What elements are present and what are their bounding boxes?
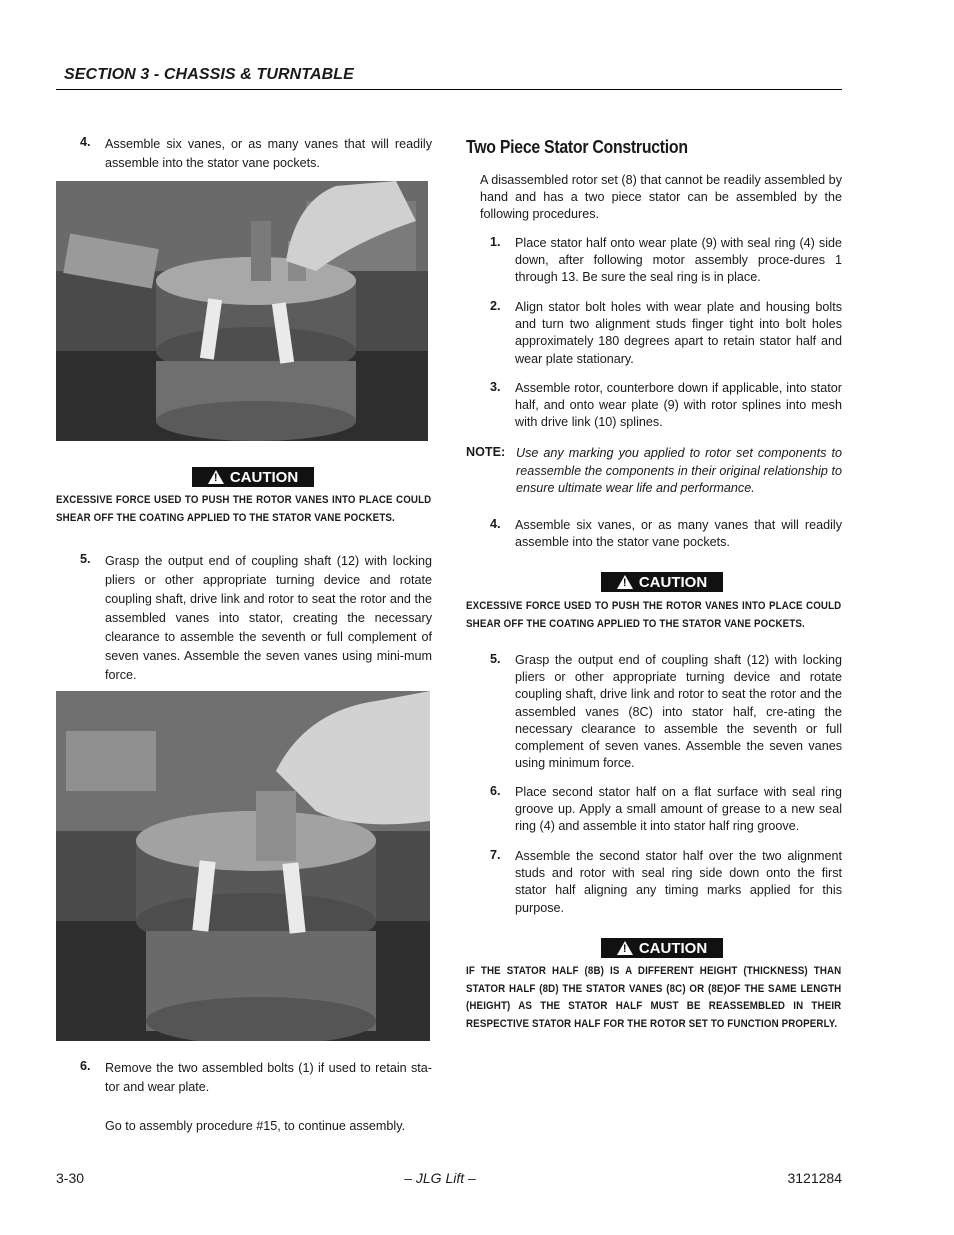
left-step6-number: 6. [80, 1059, 91, 1073]
section-title: Two Piece Stator Construction [466, 137, 688, 157]
caution-badge-2 [601, 572, 723, 592]
note-text: Use any marking you applied to rotor set components to reassemble the components in their original relationship to ensure ultimate wear life and performance. [516, 446, 842, 496]
left-step4-text: Assemble six vanes, or as many vanes that will readily assemble into the stator vane pockets. [105, 137, 432, 170]
caution-text-3: IF THE STATOR HALF (8B) IS A DIFFERENT HEIGHT (THICKNESS) THAN STATOR HALF (8D) THE STATOR VANES (8C) OR (8E)OF THE SAME LENGTH (HEIGHT) AS THE STATOR HALF MUST BE REASSEMBLED IN THEIR RESPECTIVE STATOR HALF FOR THE ROTOR SET TO FUNCTION PROPERLY. [466, 965, 842, 1030]
caution-label: CAUTION [638, 573, 708, 591]
document-number: 3121284 [787, 1170, 842, 1186]
warning-triangle-icon: ! [208, 470, 224, 484]
note-label: NOTE: [466, 445, 506, 459]
right-step1-number: 1. [490, 235, 501, 249]
stator-vane-photo-1 [56, 181, 428, 441]
right-step3-text: Assemble rotor, counterbore down if applicable, into stator half, and onto wear plate (9) with rotor splines into mesh with drive link (10) splines. [515, 381, 842, 430]
left-goto-text: Go to assembly procedure #15, to continue assembly. [105, 1119, 406, 1133]
caution-label: CAUTION [638, 939, 708, 957]
right-step2-text: Align stator bolt holes with wear plate and housing bolts and turn two alignment studs finger tight into bolt holes approximately 180 degrees apart to retain stator half and wear plate stationary. [515, 300, 842, 366]
caution-badge-3 [601, 938, 723, 958]
left-step6-text: Remove the two assembled bolts (1) if used to retain sta-tor and wear plate. [105, 1061, 432, 1094]
caution-badge-1 [192, 467, 314, 487]
right-step1-text: Place stator half onto wear plate (9) with seal ring (4) side down, after following motor assembly proce-dures 1 through 13. Be sure the seal ring is in place. [515, 236, 842, 285]
footer-brand: – JLG Lift – [404, 1170, 476, 1186]
left-step5-number: 5. [80, 552, 91, 566]
left-step4-number: 4. [80, 135, 91, 149]
warning-triangle-icon: ! [617, 941, 633, 955]
right-step7-number: 7. [490, 848, 501, 862]
right-step4-text: Assemble six vanes, or as many vanes that will readily assemble into the stator vane pockets. [515, 518, 842, 550]
right-step5-number: 5. [490, 652, 501, 666]
right-step3-number: 3. [490, 380, 501, 394]
caution-label: CAUTION [229, 468, 299, 486]
caution-text-1: EXCESSIVE FORCE USED TO PUSH THE ROTOR VANES INTO PLACE COULD SHEAR OFF THE COATING APPLIED TO THE STATOR VANE POCKETS. [56, 494, 432, 524]
right-step7-text: Assemble the second stator half over the two alignment studs and rotor with seal ring side down onto the first stator half aligning any timing marks applied for this purpose. [515, 849, 842, 915]
left-step5-text: Grasp the output end of coupling shaft (12) with locking pliers or other appropriate turning device and rotate coupling shaft, drive link and rotor to seat the rotor and the assembled vanes into stator, creating the necessary clearance to assemble the seventh or full complement of seven vanes. Assemble the seven vanes using mini-mum force. [105, 554, 432, 682]
right-step6-number: 6. [490, 784, 501, 798]
page-number: 3-30 [56, 1170, 85, 1186]
section-header: SECTION 3 - CHASSIS & TURNTABLE [64, 66, 354, 83]
right-step5-text: Grasp the output end of coupling shaft (12) with locking pliers or other appropriate turning device and rotate coupling shaft, drive link and rotor to seat the rotor and the assembled vanes (8C) into stator half, cre-ating the necessary clearance to assemble the seventh or full complement of seven vanes. Assemble the seven vanes using minimum force. [515, 653, 842, 771]
warning-triangle-icon: ! [617, 575, 633, 589]
stator-vane-photo-2 [56, 691, 430, 1041]
right-step2-number: 2. [490, 299, 501, 313]
header-rule [56, 89, 842, 90]
caution-text-2: EXCESSIVE FORCE USED TO PUSH THE ROTOR VANES INTO PLACE COULD SHEAR OFF THE COATING APPLIED TO THE STATOR VANE POCKETS. [466, 600, 842, 630]
right-step4-number: 4. [490, 517, 501, 531]
right-step6-text: Place second stator half on a flat surface with seal ring groove up. Apply a small amount of grease to a new seal ring (4) and assemble it into stator half ring groove. [515, 785, 842, 834]
intro-paragraph: A disassembled rotor set (8) that cannot be readily assembled by hand and has a two piece stator can be assembled by the following procedures. [480, 173, 842, 222]
